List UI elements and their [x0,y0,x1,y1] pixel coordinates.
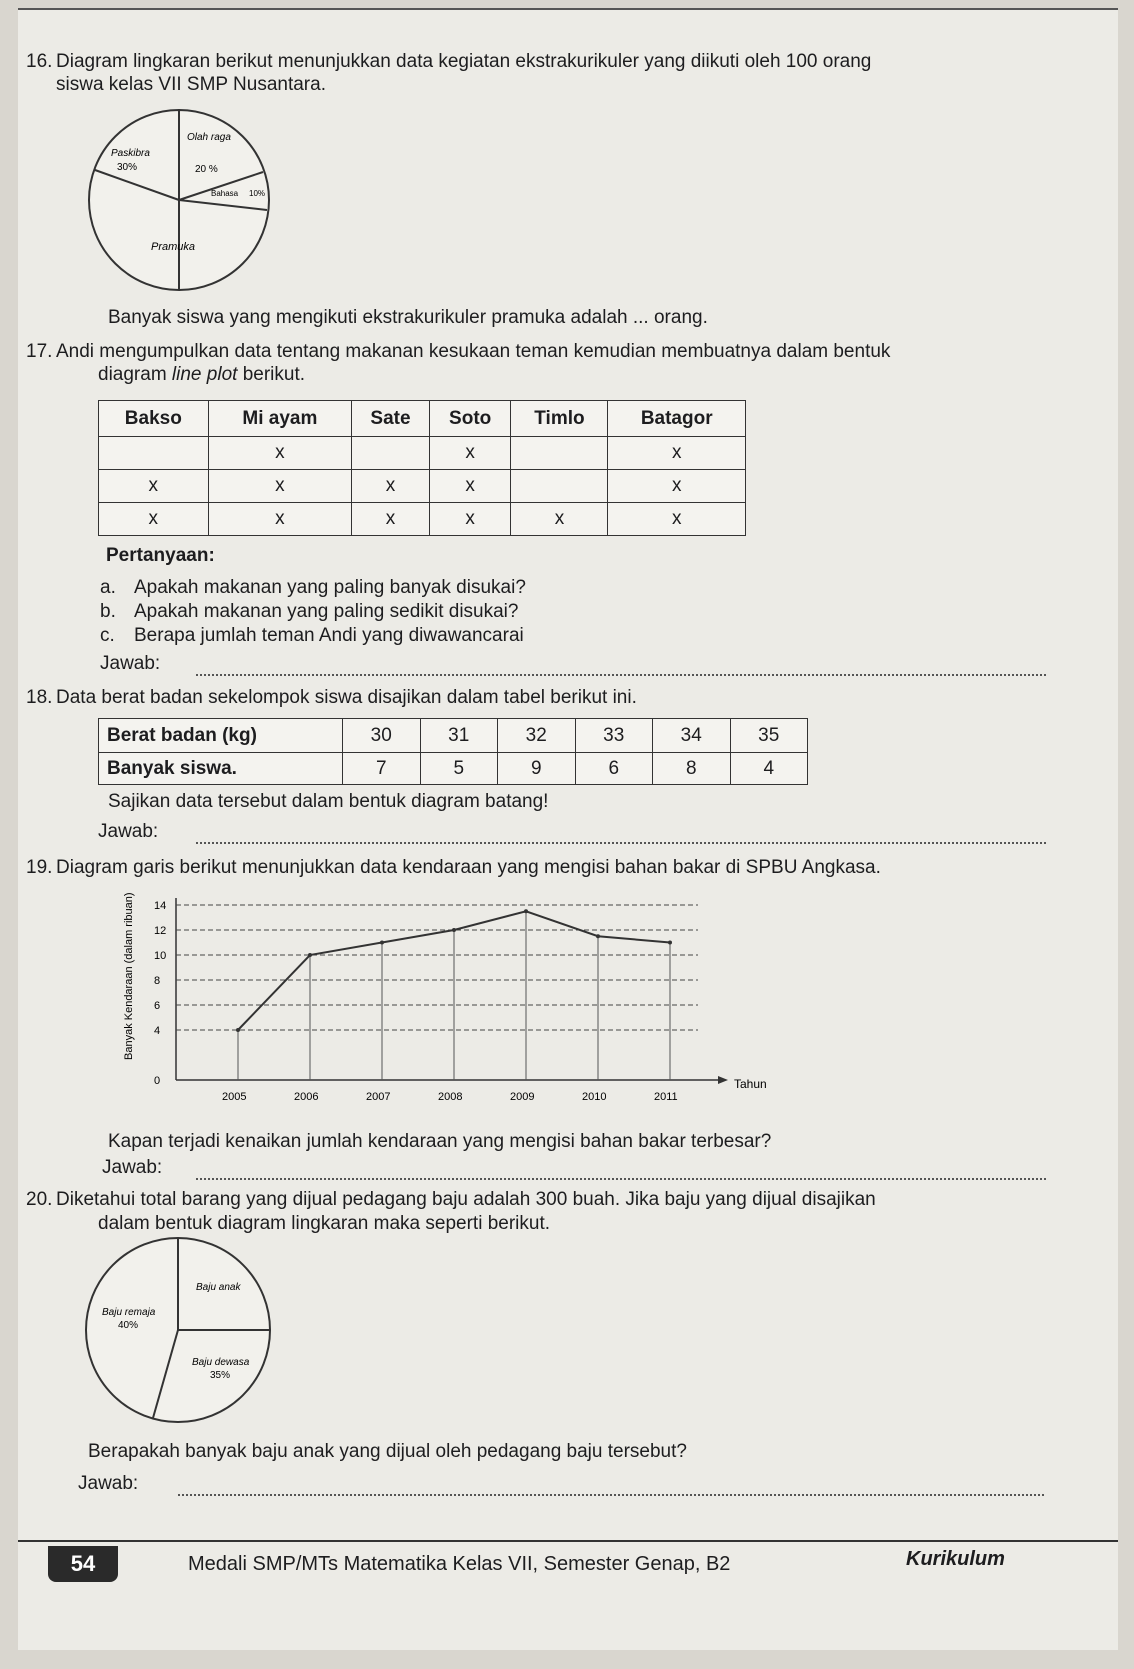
cell: 4 [730,753,808,785]
cell: x [208,503,352,536]
col-bakso: Bakso [99,401,209,437]
q16-question: Banyak siswa yang mengikuti ekstrakurikuler pramuka adalah ... orang. [108,307,708,328]
q19-question: Kapan terjadi kenaikan jumlah kendaraan yang mengisi bahan bakar terbesar? [108,1131,772,1152]
page-number: 54 [48,1546,118,1582]
q16-number: 16. [26,51,53,72]
slice-value-olahraga: 20 % [195,164,218,175]
cell: 31 [420,719,498,753]
cell: 33 [575,719,653,753]
data-point [524,909,528,913]
q19-answer-line[interactable] [196,1178,1046,1180]
q16-text-line2: siswa kelas VII SMP Nusantara. [56,74,326,95]
q17-text-line1: Andi mengumpulkan data tentang makanan kesukaan teman kemudian membuatnya dalam bentuk [56,341,891,362]
cell: x [608,470,746,503]
q17-item-c: Berapa jumlah teman Andi yang diwawancarai [134,625,524,646]
x-tick-label: 2011 [654,1091,678,1103]
cell: 32 [498,719,576,753]
data-point [308,953,312,957]
cell: 6 [575,753,653,785]
cell: x [511,503,608,536]
cell: x [352,503,430,536]
y-tick-label: 6 [154,1000,161,1012]
cell: x [208,437,352,470]
q17-answer-line[interactable] [196,674,1046,676]
q18-answer-line[interactable] [196,842,1046,844]
slice-value-baju-dewasa: 35% [210,1370,231,1381]
q20-question: Berapakah banyak baju anak yang dijual oleh pedagang baju tersebut? [88,1441,687,1462]
row-label-banyak: Banyak siswa. [99,753,343,785]
data-point [452,928,456,932]
data-point [668,941,672,945]
cell [511,437,608,470]
cell [511,470,608,503]
slice-label-baju-remaja: Baju remaja [102,1307,156,1318]
row-label-berat: Berat badan (kg) [99,719,343,753]
q19-text: Diagram garis berikut menunjukkan data kendaraan yang mengisi bahan bakar di SPBU Angkasa. [56,857,881,878]
cell: x [208,470,352,503]
cell: 7 [343,753,421,785]
cell: x [352,470,430,503]
slice-value-baju-remaja: 40% [118,1320,139,1331]
q17-number: 17. [26,341,53,362]
cell: x [99,503,209,536]
q20-text-line1: Diketahui total barang yang dijual pedagang baju adalah 300 buah. Jika baju yang dijual disajikan [56,1189,876,1210]
q16-text-line1: Diagram lingkaran berikut menunjukkan data kegiatan ekstrakurikuler yang diikuti oleh 100 orang [56,51,872,72]
q20-pie-chart [78,1235,338,1435]
slice-label-baju-anak: Baju anak [196,1282,241,1293]
x-axis-arrow [718,1076,728,1084]
q20-number: 20. [26,1189,53,1210]
x-tick-label: 2007 [366,1091,391,1103]
slice-value-bahasa: 10% [249,189,266,198]
cell: 8 [653,753,731,785]
y-axis-label: Banyak Kendaraan (dalam ribuan) [123,892,135,1060]
data-point [596,934,600,938]
footer-title: Medali SMP/MTs Matematika Kelas VII, Semester Genap, B2 [188,1553,731,1575]
x-tick-label: 2010 [582,1091,607,1103]
col-timlo: Timlo [511,401,608,437]
data-point [236,1028,240,1032]
y-tick-label: 0 [154,1075,161,1087]
col-mi-ayam: Mi ayam [208,401,352,437]
cell: x [99,470,209,503]
q16-pie-chart [83,100,303,300]
q18-instruction: Sajikan data tersebut dalam bentuk diagram batang! [108,791,549,812]
x-tick-label: 2006 [294,1091,319,1103]
q19-number: 19. [26,857,53,878]
worksheet-page [18,8,1118,1650]
line-plot-table [98,400,746,536]
slice-label-olahraga: Olah raga [187,132,231,143]
y-tick-label: 10 [154,950,167,962]
y-tick-label: 14 [154,900,167,912]
q17-jawab-label: Jawab: [100,653,161,674]
cell: x [608,437,746,470]
q17-item-a: Apakah makanan yang paling banyak disukai? [134,577,526,598]
cell: 9 [498,753,576,785]
q20-answer-line[interactable] [178,1494,1044,1496]
x-tick-label: 2009 [510,1091,535,1103]
q17-text-line2: diagram line plot berikut. [98,364,306,385]
slice-label-pramuka: Pramuka [151,241,196,253]
slice-label-paskibra: Paskibra [111,148,150,159]
data-point [380,941,384,945]
q17-item-c-letter: c. [100,625,115,646]
q17-item-b-letter: b. [100,601,116,622]
weight-table [98,718,808,785]
pie-outline-left [89,110,179,290]
q17-item-b: Apakah makanan yang paling sedikit disukai? [134,601,519,622]
footer-rule [18,1540,1118,1542]
slice-label-baju-dewasa: Baju dewasa [192,1357,250,1368]
cell: 5 [420,753,498,785]
q18-number: 18. [26,687,53,708]
pertanyaan-heading: Pertanyaan: [106,545,215,566]
q17-item-a-letter: a. [100,577,116,598]
q19-line-chart [98,890,788,1120]
col-sate: Sate [352,401,430,437]
q20-jawab-label: Jawab: [78,1473,139,1494]
y-tick-label: 8 [154,975,161,987]
footer-kurikulum: Kurikulum [906,1548,1005,1570]
cell: x [429,437,511,470]
slice-value-paskibra: 30% [117,162,138,173]
cell: 35 [730,719,808,753]
slice-label-bahasa: Bahasa [211,189,239,198]
y-tick-label: 4 [154,1025,161,1037]
col-batagor: Batagor [608,401,746,437]
cell: x [429,470,511,503]
cell: 34 [653,719,731,753]
q20-text-line2: dalam bentuk diagram lingkaran maka seperti berikut. [98,1213,551,1234]
q18-jawab-label: Jawab: [98,821,159,842]
x-tick-label: 2005 [222,1091,247,1103]
col-soto: Soto [429,401,511,437]
cell: x [608,503,746,536]
x-axis-label: Tahun [734,1077,767,1091]
cell: 30 [343,719,421,753]
q19-jawab-label: Jawab: [102,1157,163,1178]
cell: x [429,503,511,536]
q18-text: Data berat badan sekelompok siswa disajikan dalam tabel berikut ini. [56,687,637,708]
y-tick-label: 12 [154,925,167,937]
cell [99,437,209,470]
cell [352,437,430,470]
x-tick-label: 2008 [438,1091,463,1103]
